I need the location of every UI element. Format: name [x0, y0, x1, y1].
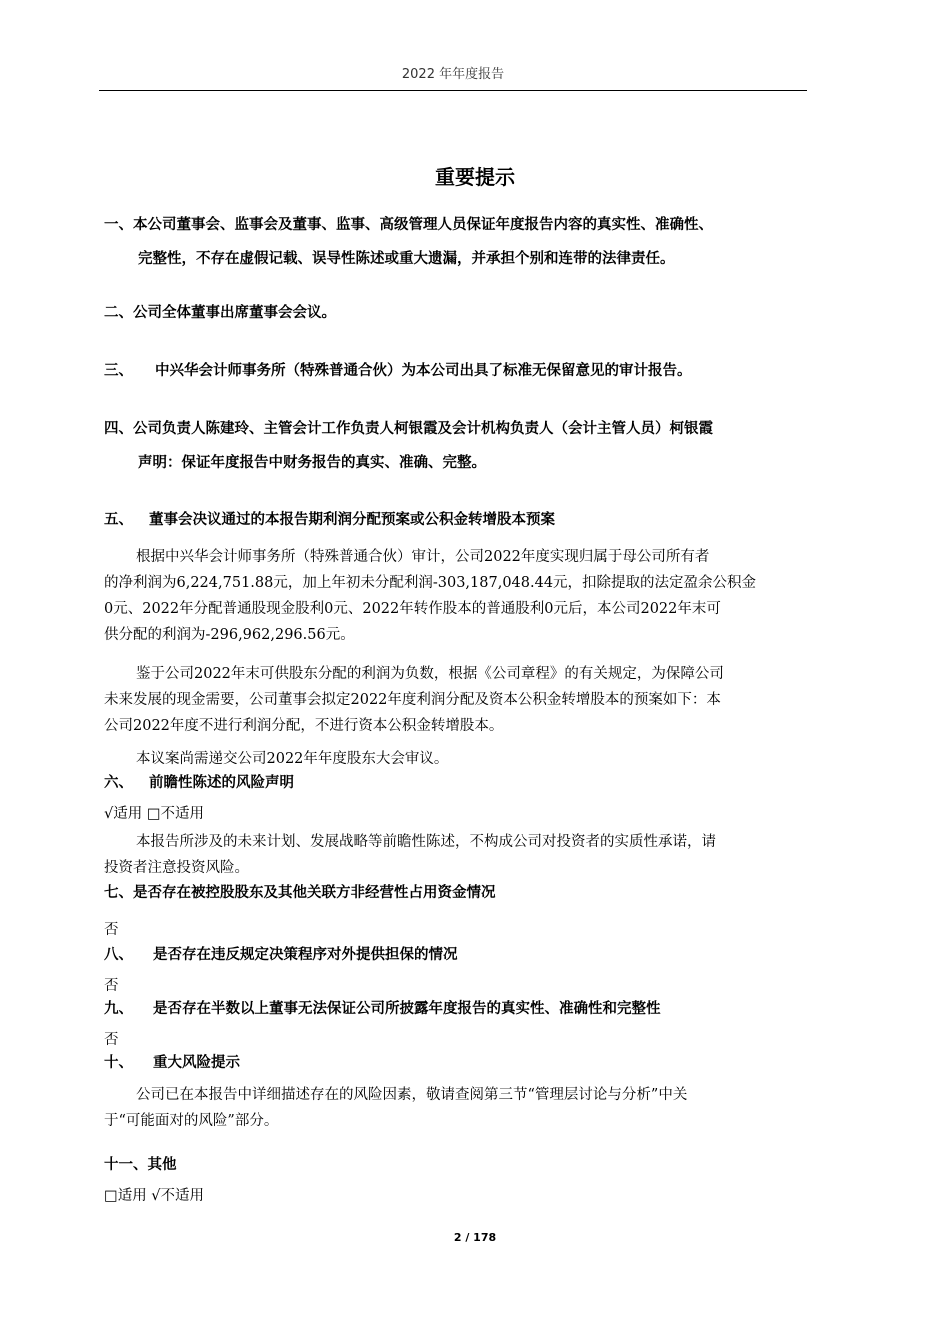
section-5-paragraph-2 — [104, 661, 808, 739]
applicability-option: □适用 √不适用 — [104, 1188, 205, 1204]
section-11-heading — [104, 1148, 808, 1182]
section-9-text: 是否存在半数以上董事无法保证公司所披露年度报告的真实性、准确性和完整性 — [153, 1001, 661, 1017]
paragraph-line: 本议案尚需递交公司2022年年度股东大会审议。 — [136, 751, 449, 767]
section-4-number: 四、 — [104, 421, 133, 437]
section-5-text: 董事会决议通过的本报告期利润分配预案或公积金转增股本预案 — [149, 512, 555, 528]
section-5-number: 五、 — [104, 512, 133, 528]
section-11-option — [104, 1183, 808, 1209]
paragraph-line: 公司2022年度不进行利润分配，不进行资本公积金转增股本。 — [104, 718, 504, 734]
page-header — [99, 64, 807, 91]
section-6-text: 前瞻性陈述的风险声明 — [149, 775, 294, 791]
paragraph-line: 未来发展的现金需要，公司董事会拟定2022年度利润分配及资本公积金转增股本的预案如下：本 — [104, 692, 721, 708]
section-2 — [104, 296, 808, 330]
paragraph-line: 于“可能面对的风险”部分。 — [104, 1113, 279, 1129]
section-3 — [104, 354, 808, 388]
section-10-heading — [104, 1046, 808, 1080]
section-5-paragraph-1 — [104, 544, 808, 648]
section-6-number: 六、 — [104, 775, 133, 791]
section-5-heading — [104, 503, 808, 537]
section-10-paragraph — [104, 1082, 808, 1134]
section-7-text: 是否存在被控股股东及其他关联方非经营性占用资金情况 — [133, 885, 496, 901]
section-3-text: 中兴华会计师事务所（特殊普通合伙）为本公司出具了标准无保留意见的审计报告。 — [155, 363, 692, 379]
paragraph-line: 本报告所涉及的未来计划、发展战略等前瞻性陈述，不构成公司对投资者的实质性承诺，请 — [136, 834, 716, 850]
section-3-number: 三、 — [104, 363, 133, 379]
paragraph-line: 的净利润为6,224,751.88元，加上年初未分配利润-303,187,048.44元，扣除提取的法定盈余公积金 — [104, 575, 757, 591]
paragraph-line: 鉴于公司2022年末可供股东分配的利润为负数，根据《公司章程》的有关规定，为保障公司 — [136, 666, 724, 682]
section-9-heading — [104, 992, 808, 1026]
page-number: 2 / 178 — [453, 1231, 497, 1244]
section-10-number: 十、 — [104, 1055, 133, 1071]
section-10-text: 重大风险提示 — [153, 1055, 240, 1071]
section-11-text: 其他 — [147, 1157, 177, 1173]
paragraph-line: 供分配的利润为-296,962,296.56元。 — [104, 627, 355, 643]
section-7-number: 七、 — [104, 885, 133, 901]
answer-text: 否 — [104, 978, 119, 994]
paragraph-line: 0元、2022年分配普通股现金股利0元、2022年转作股本的普通股利0元后，本公司2022年末可 — [104, 601, 721, 617]
applicability-option: √适用 □不适用 — [104, 806, 205, 822]
section-1-number: 一、 — [104, 217, 133, 233]
section-2-number: 二、 — [104, 305, 133, 321]
section-4-line-2: 声明：保证年度报告中财务报告的真实、准确、完整。 — [138, 455, 486, 471]
answer-text: 否 — [104, 1032, 119, 1048]
header-title: 2022 年年度报告 — [401, 67, 505, 82]
section-6-paragraph — [104, 829, 808, 881]
paragraph-line: 公司已在本报告中详细描述存在的风险因素，敬请查阅第三节“管理层讨论与分析”中关 — [136, 1087, 688, 1103]
section-11-number: 十一、 — [104, 1157, 148, 1173]
section-8-text: 是否存在违反规定决策程序对外提供担保的情况 — [153, 947, 458, 963]
section-4-line-1: 公司负责人陈建玲、主管会计工作负责人柯银霞及会计机构负责人（会计主管人员）柯银霞 — [133, 421, 713, 437]
section-6-option — [104, 801, 808, 827]
section-7-heading — [104, 876, 808, 910]
section-8-heading — [104, 938, 808, 972]
section-1 — [104, 208, 808, 276]
paragraph-line: 根据中兴华会计师事务所（特殊普通合伙）审计，公司2022年度实现归属于母公司所有者 — [136, 549, 710, 565]
paragraph-line: 投资者注意投资风险。 — [104, 860, 249, 876]
section-4 — [104, 412, 808, 480]
section-1-line-1: 本公司董事会、监事会及董事、监事、高级管理人员保证年度报告内容的真实性、准确性、 — [133, 217, 713, 233]
section-8-number: 八、 — [104, 947, 133, 963]
section-2-text: 公司全体董事出席董事会会议。 — [133, 305, 336, 321]
answer-text: 否 — [104, 922, 119, 938]
section-9-number: 九、 — [104, 1001, 133, 1017]
section-6-heading — [104, 766, 808, 800]
page-title: 重要提示 — [435, 165, 515, 189]
section-1-line-2: 完整性，不存在虚假记载、误导性陈述或重大遗漏，并承担个别和连带的法律责任。 — [138, 251, 675, 267]
